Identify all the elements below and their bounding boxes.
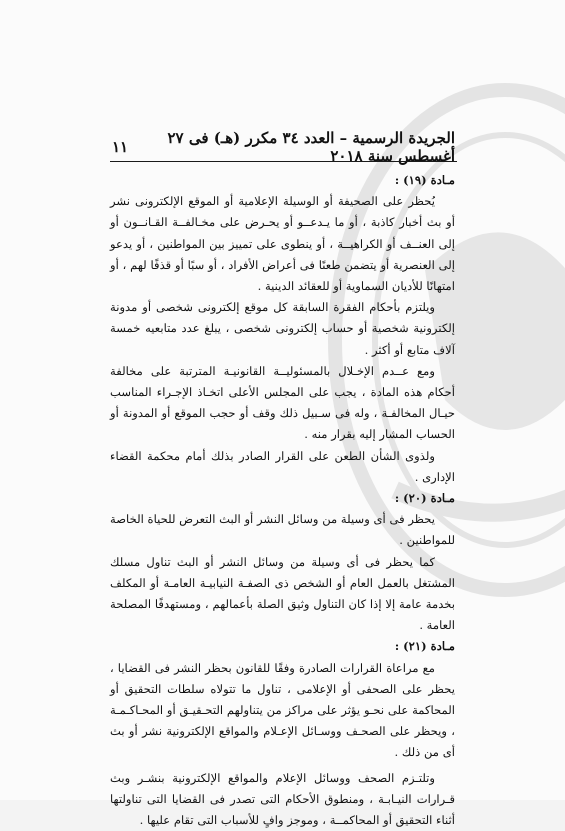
article-20-heading: مـادة (٢٠) :: [394, 491, 455, 506]
article-20-paragraph-1: يحظر فى أى وسيلة من وسائل النشر أو البث التعرض للحياة الخاصة للمواطنين .: [110, 512, 455, 548]
article-21-paragraph-2: وتلتـزم الصحف ووسائل الإعلام والمواقع الإلكترونية بنشـر وبث قـرارات النيـابـة ، ومنطوق الأحكام التى تصدر فى القضايا التى تناولتها أثناء التحقيق أو المحاكمــة ، وموجز وافٍ للأسباب التى تقام عليها .: [110, 770, 455, 828]
article-20-paragraph-2: كما يحظر فى أى وسيلة من وسائل النشر أو البث تناول مسلك المشتغل بالعمل العام أو الشخص ذى الصفـة النيابيـة العامـة أو المكلف بخدمة عامة إلا إذا كان التناول وثيق الصلة بأعمالهم ، ومستهدفًا المصلحة العامة .: [110, 554, 455, 633]
article-19-heading: مـادة (١٩) :: [394, 173, 455, 187]
article-19-paragraph-4: ولذوى الشأن الطعن على القرار الصادر بذلك أمام محكمة القضاء الإدارى .: [110, 448, 455, 484]
article-19-paragraph-1: يُحظر على الصحيفة أو الوسيلة الإعلامية أو الموقع الإلكترونى نشر أو بث أخبار كاذبة ، أو ما يـدعــو أو يحـرض على مخـالفــة القـانــون أو إلى العنــف أو الكراهيــة ، أو ينطوى على تمييز بين المواطنين ، أو يدعو إلى العنصرية أو يتضمن طعنًا فى أعراض الأفراد ، أو سبًا أو قذفًا لهم ، أو امتهانًا للأديان السماوية أو للعقائد الدينية .: [110, 194, 455, 294]
page-header: [112, 129, 455, 165]
article-21-heading: مـادة (٢١) :: [394, 639, 455, 654]
page-number: ١١: [112, 138, 129, 156]
article-19-paragraph-3: ومع عــدم الإخـلال بالمسئوليــة القانونيـة المترتبة على مخالفة أحكام هذه المادة ، يجب على المجلس الأعلى اتخـاذ الإجـراء المناسب حيـال المخالفـة ، وله فى سـبيل ذلك وقف أو حجب الموقع أو المدونة أو الحساب المشار إليه بقرار منه .: [110, 363, 455, 442]
document-body: [110, 170, 455, 831]
article-19-paragraph-2: ويلتزم بأحكام الفقرة السابقة كل موقع إلكترونى شخصى أو مدونة إلكترونية شخصية أو حساب إلكترونى شخصى ، يبلغ عدد متابعيه خمسة آلاف متابع أو أكثر .: [110, 300, 455, 357]
article-21-paragraph-1: مع مراعاة القرارات الصادرة وفقًا للقانون بحظر النشر فى القضايا ، يحظر على الصحفى أو الإعلامى ، تناول ما تتولاه سلطات التحقيق أو المحاكمة على نحـو يؤثر على مراكز من يتناولهم التحـقيـق أو المحـاكـمـة ، ويحظر على الصحـف ووسـائل الإعـلام والمواقع الإلكترونية نشر أو بث أى من ذلك .: [110, 660, 455, 760]
header-title: الجريدة الرسمية – العدد ٣٤ مكرر (هـ) فى ٢٧ أغسطس سنة ٢٠١٨: [167, 129, 455, 165]
header-divider: [110, 161, 457, 162]
